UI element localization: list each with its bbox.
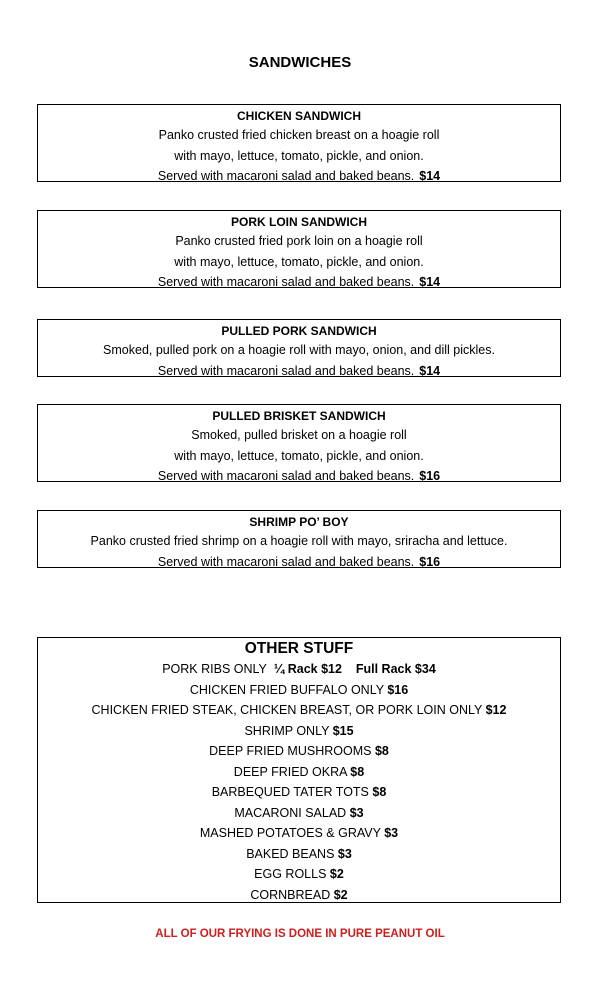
- menu-item: [38, 762, 560, 783]
- sandwich-description: with mayo, lettuce, tomato, pickle, and onion.: [174, 148, 424, 163]
- sandwich-description: Panko crusted fried pork loin on a hoagie roll: [175, 234, 423, 248]
- menu-item: [38, 844, 560, 865]
- sandwich-served: [38, 361, 560, 382]
- sandwich-card-pork-loin: [37, 210, 561, 288]
- sandwich-served: [38, 272, 560, 293]
- sandwich-price: $14: [419, 275, 441, 289]
- item-price: $8: [350, 764, 365, 779]
- menu-item: [38, 782, 560, 803]
- ribs-full-label: Full Rack: [355, 662, 412, 676]
- sandwich-name: PORK LOIN SANDWICH: [231, 215, 367, 229]
- item-price: $3: [384, 826, 399, 840]
- menu-item: [38, 700, 560, 721]
- sandwich-description: with mayo, lettuce, tomato, pickle, and onion.: [174, 448, 424, 463]
- served-text: Served with macaroni salad and baked beans.: [157, 363, 415, 378]
- sandwich-name: PULLED PORK SANDWICH: [221, 324, 377, 338]
- served-text: Served with macaroni salad and baked beans.: [157, 469, 415, 483]
- served-text: Served with macaroni salad and baked beans.: [157, 554, 415, 569]
- item-price: $8: [372, 785, 387, 799]
- menu-item: [38, 823, 560, 844]
- menu-item: [38, 680, 560, 701]
- sandwich-description: Panko crusted fried chicken breast on a hoagie roll: [158, 128, 440, 142]
- sandwich-description: Smoked, pulled brisket on a hoagie roll: [191, 428, 407, 442]
- item-label: SHRIMP ONLY: [244, 723, 330, 738]
- item-price: $3: [349, 805, 364, 820]
- item-label: DEEP FRIED OKRA: [233, 764, 347, 779]
- sandwich-card-shrimp-po-boy: [37, 510, 561, 568]
- menu-item: [38, 721, 560, 742]
- item-label: DEEP FRIED MUSHROOMS: [209, 744, 372, 758]
- menu-item: [38, 864, 560, 885]
- ribs-half-price: $12: [321, 662, 342, 676]
- menu-item: [38, 885, 560, 906]
- item-price: $8: [374, 744, 389, 758]
- peanut-oil-note: ALL OF OUR FRYING IS DONE IN PURE PEANUT OIL: [155, 928, 445, 940]
- sandwich-served: [38, 166, 560, 187]
- item-label: CHICKEN FRIED STEAK, CHICKEN BREAST, OR PORK LOIN ONLY: [91, 703, 483, 717]
- other-stuff-card: [37, 637, 561, 903]
- sandwich-card-chicken: [37, 104, 561, 182]
- ribs-label: PORK RIBS ONLY: [162, 662, 267, 676]
- served-text: Served with macaroni salad and baked beans.: [157, 169, 415, 183]
- sandwich-price: $16: [419, 469, 441, 483]
- sandwich-price: $14: [419, 169, 441, 183]
- item-price: $3: [337, 846, 352, 861]
- sandwich-served: [38, 466, 560, 487]
- other-stuff-heading: OTHER STUFF: [244, 640, 354, 657]
- sandwich-description: with mayo, lettuce, tomato, pickle, and onion.: [174, 254, 424, 269]
- item-price: $2: [333, 887, 348, 902]
- sandwich-card-pulled-brisket: [37, 404, 561, 482]
- item-price: $2: [329, 867, 344, 881]
- item-price: $16: [387, 682, 409, 697]
- item-label: EGG ROLLS: [254, 867, 327, 881]
- ribs-full-price: $34: [414, 662, 436, 676]
- sandwich-description: Smoked, pulled pork on a hoagie roll with mayo, onion, and dill pickles.: [103, 343, 495, 357]
- menu-item: [38, 741, 560, 762]
- served-text: Served with macaroni salad and baked beans.: [157, 275, 415, 289]
- ribs-half-label: ¼ Rack: [273, 662, 318, 676]
- item-label: BARBEQUED TATER TOTS: [211, 785, 369, 799]
- item-price: $15: [332, 723, 354, 738]
- menu-item: [38, 803, 560, 824]
- item-label: CHICKEN FRIED BUFFALO ONLY: [189, 682, 384, 697]
- sandwich-served: [38, 552, 560, 573]
- item-label: CORNBREAD: [250, 887, 331, 902]
- sandwich-name: PULLED BRISKET SANDWICH: [212, 409, 386, 423]
- ribs-item: [38, 659, 560, 680]
- sandwich-name: SHRIMP PO’ BOY: [249, 515, 349, 529]
- item-price: $12: [485, 703, 507, 717]
- sandwich-price: $14: [419, 363, 441, 378]
- sandwich-description: Panko crusted fried shrimp on a hoagie roll with mayo, sriracha and lettuce.: [90, 534, 508, 548]
- item-label: MACARONI SALAD: [234, 805, 347, 820]
- sandwich-card-pulled-pork: [37, 319, 561, 377]
- item-label: MASHED POTATOES & GRAVY: [199, 826, 381, 840]
- sandwiches-heading: SANDWICHES: [248, 54, 352, 71]
- item-label: BAKED BEANS: [246, 846, 335, 861]
- sandwich-name: CHICKEN SANDWICH: [237, 109, 361, 123]
- sandwich-price: $16: [419, 554, 441, 569]
